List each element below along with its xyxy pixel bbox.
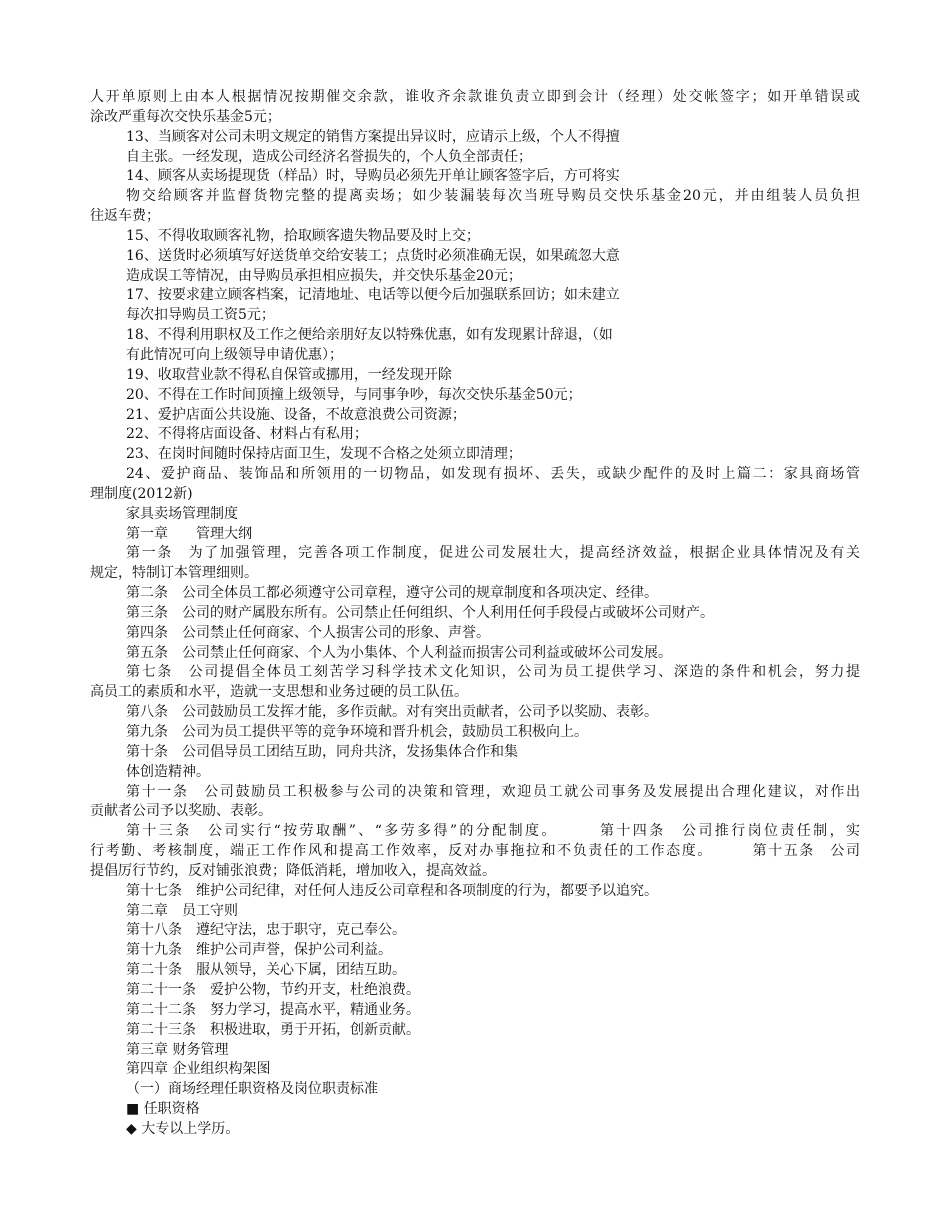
- text-line: 体创造精神。: [126, 763, 210, 780]
- text-line: 第八条 公司鼓励员工发挥才能，多作贡献。对有突出贡献者，公司予以奖励、表彰。: [126, 704, 658, 721]
- text-line: 行考勤、考核制度，端正工作作风和提高工作效率，反对办事拖拉和不负责任的工作态度。 第十五条 公司: [90, 843, 860, 860]
- text-line: 有此情况可向上级领导申请优惠）；: [126, 346, 343, 363]
- text-line: 24、爱护商品、装饰品和所领用的一切物品，如发现有损坏、丢失，或缺少配件的及时上篇二：家具商场管: [126, 466, 860, 483]
- text-line: 17、按要求建立顾客档案，记清地址、电话等以便今后加强联系回访；如未建立: [126, 287, 620, 304]
- text-line: 第十九条 维护公司声誉，保护公司利益。: [126, 942, 392, 959]
- text-line: 第一章 管理大纲: [126, 525, 252, 542]
- text-line: 第十一条 公司鼓励员工积极参与公司的决策和管理，欢迎员工就公司事务及发展提出合理化建议，对作出: [126, 783, 860, 800]
- text-line: 第五条 公司禁止任何商家、个人为小集体、个人利益而损害公司利益或破坏公司发展。: [126, 644, 672, 661]
- text-line: 15、不得收取顾客礼物，拾取顾客遗失物品要及时上交；: [126, 227, 480, 244]
- document-body: [90, 88, 860, 1140]
- text-line: 第四条 公司禁止任何商家、个人损害公司的形象、声誉。: [126, 624, 490, 641]
- text-line: 提倡厉行节约，反对铺张浪费；降低消耗，增加收入，提高效益。: [90, 862, 496, 879]
- text-line: 第四章 企业组织构架图: [126, 1061, 271, 1078]
- text-line: 第十七条 维护公司纪律，对任何人违反公司章程和各项制度的行为，都要予以追究。: [126, 882, 658, 899]
- text-line: 物交给顾客并监督货物完整的提离卖场；如少装漏装每次当班导购员交快乐基金20元，并由组装人员负担: [126, 188, 860, 205]
- text-line: 第三条 公司的财产属股东所有。公司禁止任何组织、个人利用任何手段侵占或破坏公司财产。: [126, 604, 714, 621]
- text-line: 第一条 为了加强管理，完善各项工作制度，促进公司发展壮大，提高经济效益，根据企业具体情况及有关: [126, 545, 860, 562]
- text-line: 家具卖场管理制度: [126, 505, 238, 522]
- text-line: 21、爱护店面公共设施、设备，不故意浪费公司资源；: [126, 406, 466, 423]
- text-line: ◆ 大专以上学历。: [126, 1120, 240, 1137]
- text-line: 13、当顾客对公司未明文规定的销售方案提出异议时，应请示上级，个人不得擅: [126, 128, 620, 145]
- text-line: 22、不得将店面设备、材料占有私用；: [126, 426, 368, 443]
- text-line: 规定，特制订本管理细则。: [90, 565, 258, 582]
- text-line: 第二章 员工守则: [126, 902, 238, 919]
- text-line: 贡献者公司予以奖励、表彰。: [90, 803, 272, 820]
- text-line: 第二十二条 努力学习，提高水平，精通业务。: [126, 1001, 420, 1018]
- text-line: 第十条 公司倡导员工团结互助，同舟共济，发扬集体合作和集: [126, 743, 518, 760]
- text-line: 18、不得利用职权及工作之便给亲朋好友以特殊优惠，如有发现累计辞退，（如: [126, 327, 613, 344]
- text-line: 第十八条 遵纪守法，忠于职守，克己奉公。: [126, 922, 406, 939]
- text-line: 第十三条 公司实行“按劳取酬”、“多劳多得”的分配制度。 第十四条 公司推行岗位责任制，实: [126, 823, 860, 840]
- text-line: 第九条 公司为员工提供平等的竞争环境和晋升机会，鼓励员工积极向上。: [126, 724, 588, 740]
- text-line: 自主张。一经发现，造成公司经济名誉损失的，个人负全部责任；: [126, 148, 532, 165]
- text-line: 第二条 公司全体员工都必须遵守公司章程，遵守公司的规章制度和各项决定、经律。: [126, 585, 658, 602]
- text-line: 14、顾客从卖场提现货（样品）时，导购员必须先开单让顾客签字后，方可将实: [126, 168, 620, 185]
- text-line: 第七条 公司提倡全体员工刻苦学习科学技术文化知识，公司为员工提供学习、深造的条件和机会，努力提: [126, 664, 860, 681]
- text-line: 理制度(2012新): [90, 485, 193, 502]
- text-line: 23、在岗时间随时保持店面卫生，发现不合格之处须立即清理；: [126, 446, 522, 463]
- text-line: 每次扣导购员工资5元；: [126, 307, 275, 324]
- text-line: 16、送货时必须填写好送货单交给安装工；点货时必须准确无误，如果疏忽大意: [126, 247, 620, 264]
- text-line: （一）商场经理任职资格及岗位职责标准: [126, 1081, 378, 1098]
- text-line: 20、不得在工作时间顶撞上级领导，与同事争吵，每次交快乐基金50元；: [126, 386, 582, 403]
- text-line: ■ 任职资格: [126, 1101, 200, 1118]
- text-line: 往返车费；: [90, 208, 160, 225]
- text-line: 19、收取营业款不得私自保管或挪用，一经发现开除: [126, 366, 452, 383]
- text-line: 造成误工等情况，由导购员承担相应损失，并交快乐基金20元；: [126, 267, 522, 284]
- text-line: 涂改严重每次交快乐基金5元；: [90, 108, 281, 125]
- text-line: 第二十条 服从领导，关心下属，团结互助。: [126, 962, 406, 979]
- text-line: 第二十一条 爱护公物，节约开支，杜绝浪费。: [126, 981, 420, 998]
- text-line: 第三章 财务管理: [126, 1041, 229, 1058]
- text-line: 第二十三条 积极进取，勇于开拓，创新贡献。: [126, 1021, 420, 1038]
- text-line: 人开单原则上由本人根据情况按期催交余款，谁收齐余款谁负责立即到会计（经理）处交帐签字；如开单错误或: [90, 89, 860, 105]
- text-line: 高员工的素质和水平，造就一支思想和业务过硬的员工队伍。: [90, 684, 468, 701]
